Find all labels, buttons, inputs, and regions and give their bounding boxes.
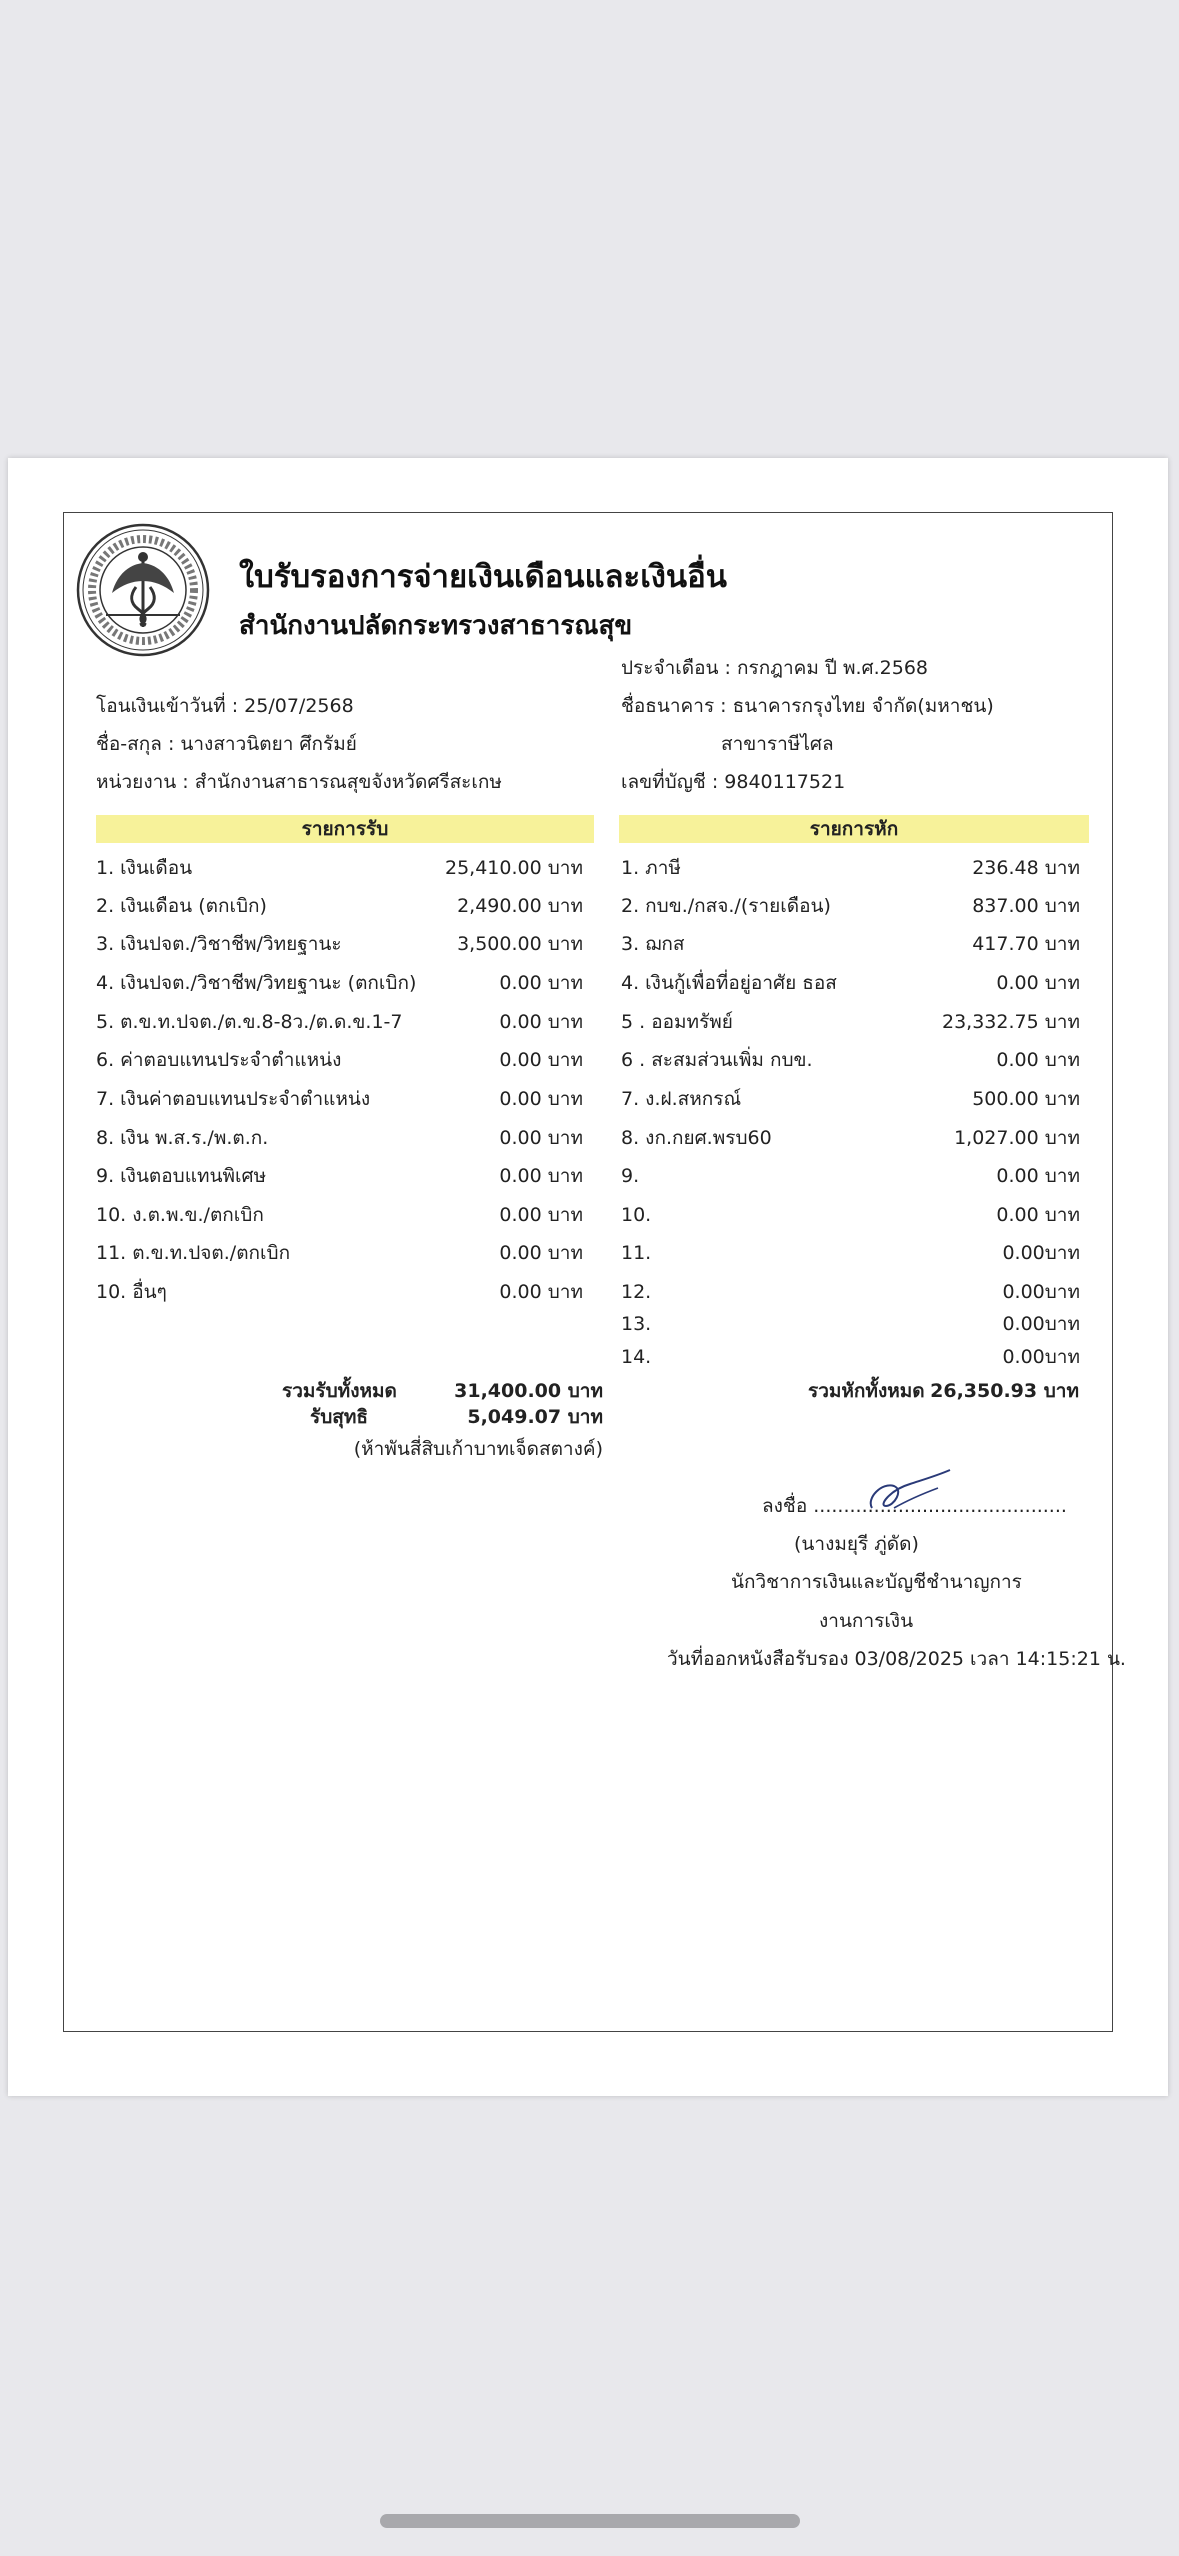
income-row — [96, 893, 583, 919]
income-label: 11. ต.ข.ท.ปจต./ตกเบิก — [96, 1242, 291, 1264]
deduction-label: 6 . สะสมส่วนเพิ่ม กบข. — [621, 1049, 813, 1071]
deduction-amount: 1,027.00 บาท — [954, 1127, 1080, 1149]
deduction-amount: 837.00 บาท — [972, 895, 1080, 917]
deduction-label: 14. — [621, 1346, 652, 1368]
income-label: 6. ค่าตอบแทนประจำตำแหน่ง — [96, 1049, 342, 1071]
income-row — [96, 1125, 583, 1151]
deduction-amount: 0.00 บาท — [996, 972, 1080, 994]
pay-month: ประจำเดือน : กรกฎาคม ปี พ.ศ.2568 — [621, 657, 929, 679]
income-amount: 0.00 บาท — [499, 1127, 583, 1149]
deduction-row — [621, 1125, 1080, 1151]
income-label: 10. ง.ต.พ.ข./ตกเบิก — [96, 1204, 264, 1226]
income-row — [96, 1163, 583, 1189]
income-label: 1. เงินเดือน — [96, 857, 193, 879]
income-label: 3. เงินปจต./วิชาชีพ/วิทยฐานะ — [96, 933, 342, 955]
deduction-heading: รายการหัก — [619, 815, 1089, 843]
signer-department: งานการเงิน — [819, 1610, 914, 1632]
income-amount: 0.00 บาท — [499, 1242, 583, 1264]
income-heading: รายการรับ — [96, 815, 594, 843]
deduction-label: 9. — [621, 1165, 640, 1187]
deduction-amount: 0.00บาท — [1002, 1242, 1080, 1264]
document-title: ใบรับรองการจ่ายเงินเดือนและเงินอื่น — [239, 559, 727, 595]
deduction-row — [621, 1086, 1080, 1112]
deduction-amount: 500.00 บาท — [972, 1088, 1080, 1110]
deduction-row — [621, 1279, 1080, 1305]
deduction-row — [621, 1163, 1080, 1189]
deduction-label: 13. — [621, 1313, 652, 1335]
deduction-label: 2. กบข./กสจ./(รายเดือน) — [621, 895, 831, 917]
home-indicator[interactable] — [380, 2514, 800, 2528]
deduction-amount: 0.00บาท — [1002, 1281, 1080, 1303]
employee-name: ชื่อ-สกุล : นางสาวนิตยา ศึกรัมย์ — [96, 733, 357, 755]
deduction-label: 5 . ออมทรัพย์ — [621, 1011, 733, 1033]
income-row — [96, 855, 583, 881]
income-amount: 25,410.00 บาท — [445, 857, 583, 879]
deduction-label: 10. — [621, 1204, 652, 1226]
net-pay-words: (ห้าพันสี่สิบเก้าบาทเจ็ดสตางค์) — [353, 1438, 603, 1460]
deduction-amount: 0.00 บาท — [996, 1204, 1080, 1226]
transfer-date: โอนเงินเข้าวันที่ : 25/07/2568 — [96, 695, 354, 717]
income-amount: 0.00 บาท — [499, 1049, 583, 1071]
deduction-row — [621, 970, 1080, 996]
bank-branch: สาขาราษีไศล — [721, 733, 834, 755]
deduction-label: 1. ภาษี — [621, 857, 681, 879]
bank-name: ชื่อธนาคาร : ธนาคารกรุงไทย จำกัด(มหาชน) — [621, 695, 994, 717]
deduction-amount: 0.00 บาท — [996, 1049, 1080, 1071]
document-subtitle: สำนักงานปลัดกระทรวงสาธารณสุข — [239, 611, 633, 641]
deduction-row — [621, 1311, 1080, 1337]
deduction-row — [621, 1009, 1080, 1035]
deduction-row — [621, 893, 1080, 919]
certificate-page — [8, 458, 1168, 2096]
income-total-amount: 31,400.00 บาท — [454, 1380, 603, 1402]
income-row — [96, 931, 583, 957]
net-pay-amount: 5,049.07 บาท — [467, 1406, 603, 1428]
deduction-label: 4. เงินกู้เพื่อที่อยู่อาศัย ธอส — [621, 972, 837, 994]
income-amount: 3,500.00 บาท — [457, 933, 583, 955]
issue-timestamp: วันที่ออกหนังสือรับรอง 03/08/2025 เวลา 14:15:21 น. — [667, 1648, 1126, 1670]
deduction-total-label: รวมหักทั้งหมด — [808, 1380, 925, 1402]
work-unit: หน่วยงาน : สำนักงานสาธารณสุขจังหวัดศรีสะเกษ — [96, 771, 502, 793]
deduction-amount: 0.00บาท — [1002, 1346, 1080, 1368]
deduction-row — [621, 931, 1080, 957]
income-label: 2. เงินเดือน (ตกเบิก) — [96, 895, 267, 917]
deduction-total-amount: 26,350.93 บาท — [930, 1380, 1079, 1402]
income-label: 9. เงินตอบแทนพิเศษ — [96, 1165, 267, 1187]
deduction-row — [621, 1344, 1080, 1370]
income-amount: 0.00 บาท — [499, 1011, 583, 1033]
income-amount: 0.00 บาท — [499, 1281, 583, 1303]
deduction-amount: 236.48 บาท — [972, 857, 1080, 879]
income-row — [96, 1202, 583, 1228]
deduction-amount: 0.00บาท — [1002, 1313, 1080, 1335]
deduction-amount: 417.70 บาท — [972, 933, 1080, 955]
income-amount: 2,490.00 บาท — [457, 895, 583, 917]
income-label: 10. อื่นๆ — [96, 1281, 167, 1303]
income-amount: 0.00 บาท — [499, 1088, 583, 1110]
deduction-row — [621, 855, 1080, 881]
income-row — [96, 970, 583, 996]
income-label: 4. เงินปจต./วิชาชีพ/วิทยฐานะ (ตกเบิก) — [96, 972, 417, 994]
income-label: 8. เงิน พ.ส.ร./พ.ต.ก. — [96, 1127, 269, 1149]
income-row — [96, 1240, 583, 1266]
deduction-row — [621, 1047, 1080, 1073]
income-row — [96, 1279, 583, 1305]
income-label: 5. ต.ข.ท.ปจต./ต.ข.8-8ว./ต.ด.ข.1-7 — [96, 1011, 403, 1033]
ministry-seal-icon — [76, 523, 210, 657]
deduction-amount: 0.00 บาท — [996, 1165, 1080, 1187]
net-pay-label: รับสุทธิ — [310, 1406, 368, 1428]
deduction-label: 3. ฌกส — [621, 933, 685, 955]
deduction-row — [621, 1202, 1080, 1228]
income-row — [96, 1009, 583, 1035]
signature-line: ลงชื่อ .......................................... — [762, 1495, 1067, 1517]
certificate-border — [63, 512, 1126, 2032]
deduction-label: 11. — [621, 1242, 652, 1264]
income-total-label: รวมรับทั้งหมด — [282, 1380, 397, 1402]
deduction-row — [621, 1240, 1080, 1266]
deduction-label: 8. งก.กยศ.พรบ60 — [621, 1127, 772, 1149]
deduction-label: 7. ง.ฝ.สหกรณ์ — [621, 1088, 742, 1110]
income-amount: 0.00 บาท — [499, 1204, 583, 1226]
income-row — [96, 1047, 583, 1073]
income-label: 7. เงินค่าตอบแทนประจำตำแหน่ง — [96, 1088, 371, 1110]
deduction-label: 12. — [621, 1281, 652, 1303]
income-row — [96, 1086, 583, 1112]
deduction-amount: 23,332.75 บาท — [942, 1011, 1080, 1033]
handwritten-signature-icon — [864, 1468, 954, 1518]
income-amount: 0.00 บาท — [499, 972, 583, 994]
signer-position: นักวิชาการเงินและบัญชีชำนาญการ — [731, 1571, 1022, 1593]
account-number: เลขที่บัญชี : 9840117521 — [621, 771, 846, 793]
signer-name: (นางมยุรี ภู่ดัด) — [794, 1533, 919, 1555]
income-amount: 0.00 บาท — [499, 1165, 583, 1187]
